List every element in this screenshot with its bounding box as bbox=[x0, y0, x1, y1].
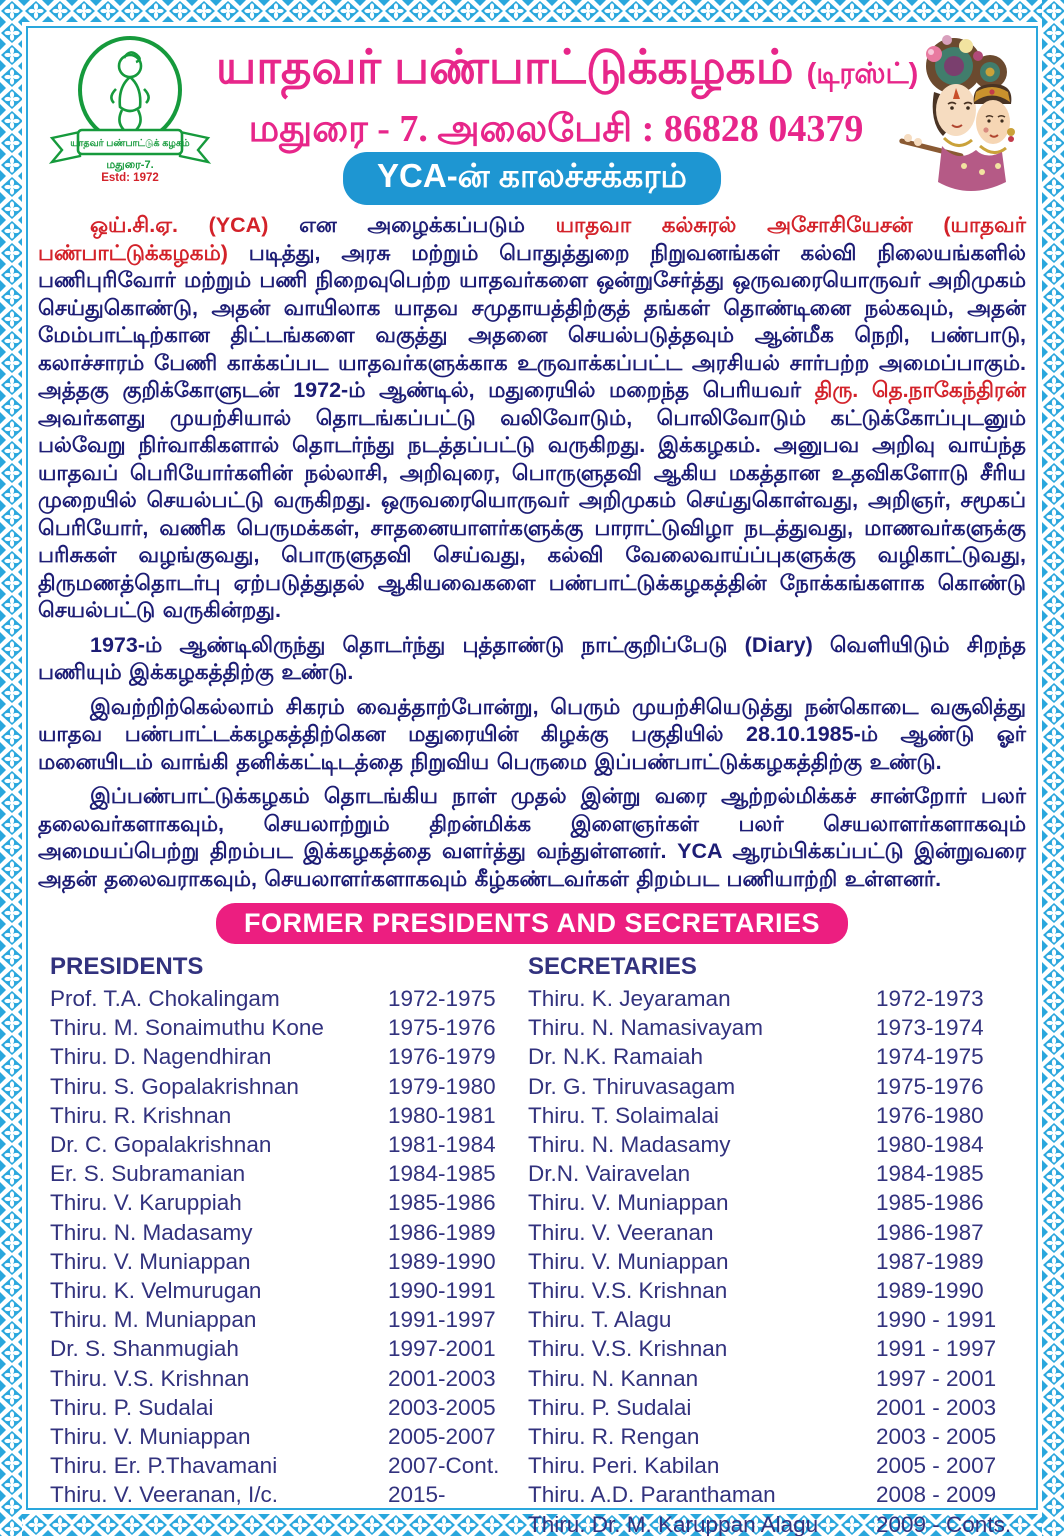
paragraph-4: இப்பண்பாட்டுக்கழகம் தொடங்கிய நாள் முதல் இன்று வரை ஆற்றல்மிக்கச் சான்றோர் பலர் தலைவர்களாகவும், செயலாற்றும் திறன்மிக்க இளைஞர்கள் பலர் செயலாளர்களாகவும் அமையப்பெற்று திறம்பட இக்கழகத்தை வளர்த்து வந்துள்ளனர். YCA ஆரம்பிக்கப்பட்டு இன்றுவரை அதன் தலைவராகவும், செயலாளர்களாகவும் கீழ்கண்டவர்கள் திறம்பட பணியாற்றி உள்ளனர். bbox=[38, 784, 1026, 891]
person-name: Thiru. V.S. Krishnan bbox=[50, 1365, 250, 1391]
term-years: 1984-1985 bbox=[388, 1161, 496, 1187]
term-years: 1986-1987 bbox=[876, 1219, 984, 1245]
secretary-row bbox=[528, 1159, 1026, 1188]
person-name: Thiru. V. Muniappan bbox=[528, 1190, 729, 1216]
person-name: Er. S. Subramanian bbox=[50, 1161, 246, 1187]
secretary-row bbox=[528, 1480, 1026, 1509]
term-years: 2003 - 2005 bbox=[876, 1424, 997, 1450]
logo-ribbon bbox=[52, 130, 208, 162]
person-name: Thiru. V. Veeranan bbox=[528, 1219, 714, 1245]
logo-city: மதுரை-7. bbox=[106, 159, 154, 171]
secretary-row bbox=[528, 1247, 1026, 1276]
person-name: Thiru. R. Krishnan bbox=[50, 1102, 232, 1128]
secretary-row bbox=[528, 1510, 1026, 1536]
term-years: 1985-1986 bbox=[876, 1190, 984, 1216]
term-years: 2009 - Conts. bbox=[876, 1511, 1012, 1536]
person-name: Thiru. Er. P.Thavamani bbox=[50, 1453, 278, 1479]
former-presidents-secretaries-banner: FORMER PRESIDENTS AND SECRETARIES bbox=[216, 903, 848, 944]
president-row bbox=[50, 1159, 510, 1188]
secretary-row bbox=[528, 1305, 1026, 1334]
term-years: 1981-1984 bbox=[388, 1132, 496, 1158]
yca-abbrev-red: ஒய்.சி.ஏ. (YCA) bbox=[90, 213, 269, 237]
krishna-face bbox=[933, 84, 976, 136]
term-years: 1975-1976 bbox=[388, 1015, 496, 1041]
term-years: 1997 - 2001 bbox=[876, 1365, 997, 1391]
secretary-row bbox=[528, 1188, 1026, 1217]
term-years: 2008 - 2009 bbox=[876, 1482, 997, 1508]
person-name: Thiru. M. Sonaimuthu Kone bbox=[50, 1015, 324, 1041]
person-name: Thiru. V. Muniappan bbox=[50, 1248, 251, 1274]
term-years: 1989-1990 bbox=[876, 1278, 984, 1304]
term-years: 1990-1991 bbox=[388, 1278, 496, 1304]
person-name: Thiru. N. Namasivayam bbox=[528, 1015, 764, 1041]
person-name: Dr. C. Gopalakrishnan bbox=[50, 1132, 272, 1158]
krishna-line-art bbox=[111, 52, 148, 133]
term-years: 1985-1986 bbox=[388, 1190, 496, 1216]
term-years: 1976-1979 bbox=[388, 1044, 496, 1070]
person-name: Thiru. V.S. Krishnan bbox=[528, 1278, 728, 1304]
office-bearers-lists bbox=[38, 952, 1026, 1536]
person-name: Thiru. K. Velmurugan bbox=[50, 1278, 262, 1304]
secretary-row bbox=[528, 1130, 1026, 1159]
term-years: 2003-2005 bbox=[388, 1394, 496, 1420]
radha-krishna-image bbox=[898, 26, 1032, 212]
president-row bbox=[50, 1305, 510, 1334]
term-years: 1979-1980 bbox=[388, 1073, 496, 1099]
term-years: 2015- bbox=[388, 1482, 446, 1508]
para1-segment: அவர்களது முயற்சியால் தொடங்கப்பட்டு வலிவோடும், பொலிவோடும் கட்டுக்கோப்புடனும் பல்வேறு நிர்வாகிகளால் தொடர்ந்து நடத்தப்பட்டு வருகிறது. இக்கழகம். அனுபவ அறிவு வாய்ந்த யாதவப் பெரியோர்களின் நல்லாசி, அறிவுரை, பொருளுதவி ஆகிய மகத்தான உதவிகளோடு சீரிய முறையில் செயல்பட்டு வருகிறது. ஒருவரையொருவர் அறிமுகம் செய்துகொள்வது, அறிஞர், சமூகப் பெரியோர், வணிக பெருமக்கள், சாதனையாளர்களுக்கு பாராட்டுவிழா நடத்துவது, மாணவர்களுக்கு பரிசுகள் வழங்குவது, பொருளுதவி செய்வது, கல்வி வேலைவாய்ப்புகளுக்கு வழிகாட்டுவது, திருமணத்தொடர்பு ஏற்படுத்துதல் ஆகியவைகளை பண்பாட்டுக்கழகத்தின் நோக்கங்களாக கொண்டு செயல்பட்டு வருகின்றது. bbox=[38, 405, 1026, 622]
president-row bbox=[50, 1334, 510, 1363]
person-name: Thiru. S. Gopalakrishnan bbox=[50, 1073, 299, 1099]
president-row bbox=[50, 1276, 510, 1305]
president-row bbox=[50, 1042, 510, 1071]
term-years: 1975-1976 bbox=[876, 1073, 984, 1099]
president-row bbox=[50, 1101, 510, 1130]
president-row bbox=[50, 1247, 510, 1276]
secretary-row bbox=[528, 1393, 1026, 1422]
term-years: 1997-2001 bbox=[388, 1336, 496, 1362]
secretary-row bbox=[528, 1218, 1026, 1247]
border-pattern-right bbox=[1042, 0, 1064, 1536]
border-pattern-left bbox=[0, 0, 22, 1536]
person-name: Thiru. V. Karuppiah bbox=[50, 1190, 242, 1216]
secretary-row bbox=[528, 1276, 1026, 1305]
term-years: 1972-1975 bbox=[388, 986, 496, 1011]
term-years: 2001 - 2003 bbox=[876, 1394, 997, 1420]
term-years: 1991-1997 bbox=[388, 1307, 496, 1333]
term-years: 1984-1985 bbox=[876, 1161, 984, 1187]
secretary-row bbox=[528, 1451, 1026, 1480]
secretary-row bbox=[528, 1042, 1026, 1071]
person-name: Thiru. V. Veeranan, I/c. bbox=[50, 1482, 279, 1508]
president-row bbox=[50, 1393, 510, 1422]
yca-kaalachakkaram-banner: YCA-ன் காலச்சக்கரம் bbox=[343, 152, 721, 205]
person-name: Dr. N.K. Ramaiah bbox=[528, 1044, 704, 1070]
person-name: Thiru. K. Jeyaraman bbox=[528, 986, 731, 1011]
border-pattern-top bbox=[0, 0, 1064, 22]
presidents-column bbox=[38, 952, 510, 1536]
secretary-row bbox=[528, 1364, 1026, 1393]
president-row bbox=[50, 1130, 510, 1159]
person-name: Thiru. P. Sudalai bbox=[50, 1394, 214, 1420]
secretary-row bbox=[528, 1013, 1026, 1042]
person-name: Thiru. N. Madasamy bbox=[50, 1219, 253, 1245]
president-row bbox=[50, 1422, 510, 1451]
secretary-row bbox=[528, 1101, 1026, 1130]
logo-ribbon-text: யாதவர் பண்பாட்டுக் கழகம் bbox=[70, 138, 190, 149]
president-row bbox=[50, 984, 510, 1013]
term-years: 1980-1981 bbox=[388, 1102, 496, 1128]
secretaries-rows bbox=[528, 984, 1026, 1536]
person-name: Thiru. V. Muniappan bbox=[50, 1424, 251, 1450]
term-years: 1974-1975 bbox=[876, 1044, 984, 1070]
term-years: 1972-1973 bbox=[876, 986, 984, 1011]
person-name: Dr.N. Vairavelan bbox=[528, 1161, 691, 1187]
person-name: Prof. T.A. Chokalingam bbox=[50, 986, 280, 1011]
person-name: Dr. G. Thiruvasagam bbox=[528, 1073, 736, 1099]
person-name: Thiru. T. Alagu bbox=[528, 1307, 672, 1333]
person-name: Thiru. D. Nagendhiran bbox=[50, 1044, 272, 1070]
para1-segment: படித்து, அரசு மற்றும் பொதுத்துறை நிறுவனங்கள் கல்வி நிலையங்களில் பணிபுரிவோர் மற்றும் பணி நிறைவுபெற்ற யாதவர்களை ஒன்றுசேர்த்து ஒருவரையொருவர் அறிமுகம் செய்துகொண்டு, அதன் வாயிலாக யாதவ சமுதாயத்திற்குத் தங்கள் தொண்டினை நல்கவும், அதன் மேம்பாட்டிற்கான திட்டங்களை வகுத்து அதனை செயல்படுத்தவும் ஆன்மீக நெறி, பண்பாடு, கலாச்சாரம் பேணி காக்கப்பட யாதவர்களுக்காக உருவாக்கப்பட்ட அரசியல் சார்பற்ற அமைப்பாகும். அத்தகு குறிக்கோளுடன் 1972-ம் ஆண்டில், மதுரையில் மறைந்த பெரியவர் bbox=[38, 240, 1026, 402]
term-years: 1987-1989 bbox=[876, 1248, 984, 1274]
president-row bbox=[50, 1188, 510, 1217]
person-name: Dr. S. Shanmugiah bbox=[50, 1336, 239, 1362]
term-years: 1976-1980 bbox=[876, 1102, 984, 1128]
association-logo bbox=[44, 34, 216, 184]
president-row bbox=[50, 1218, 510, 1247]
president-row bbox=[50, 1013, 510, 1042]
term-years: 2001-2003 bbox=[388, 1365, 496, 1391]
term-years: 1989-1990 bbox=[388, 1248, 496, 1274]
person-name: Thiru. R. Rengan bbox=[528, 1424, 700, 1450]
term-years: 1991 - 1997 bbox=[876, 1336, 997, 1362]
person-name: Thiru. V. Muniappan bbox=[528, 1248, 729, 1274]
ornaments bbox=[938, 138, 1006, 191]
term-years: 1990 - 1991 bbox=[876, 1307, 997, 1333]
president-row bbox=[50, 1072, 510, 1101]
paragraph-3: இவற்றிற்கெல்லாம் சிகரம் வைத்தாற்போன்று, பெரும் முயற்சியெடுத்து நன்கொடை வசூலித்து யாதவ பண்பாட்டக்கழகத்திற்கென மதுரையின் கிழக்கு பகுதியில் 28.10.1985-ம் ஆண்டு ஓர் மனையிடம் வாங்கி தனிக்கட்டிடத்தை நிறுவிய பெருமை இப்பண்பாட்டுக்கழகத்திற்கு உண்டு. bbox=[38, 694, 1026, 774]
person-name: Thiru. A.D. Paranthaman bbox=[528, 1482, 776, 1508]
section-banner-wrap bbox=[38, 903, 1026, 944]
body-text bbox=[38, 212, 1026, 893]
person-name: Thiru. N. Kannan bbox=[528, 1365, 699, 1391]
president-row bbox=[50, 1451, 510, 1480]
person-name: Thiru. V.S. Krishnan bbox=[528, 1336, 728, 1362]
term-years: 1973-1974 bbox=[876, 1015, 984, 1041]
header bbox=[38, 32, 1026, 210]
presidents-heading: PRESIDENTS bbox=[50, 953, 204, 980]
secretaries-column bbox=[510, 952, 1026, 1536]
president-row bbox=[50, 1364, 510, 1393]
secretary-row bbox=[528, 1422, 1026, 1451]
page-title bbox=[216, 40, 919, 101]
term-years: 2005 - 2007 bbox=[876, 1453, 997, 1479]
paragraph-1 bbox=[38, 212, 1026, 625]
term-years: 1986-1989 bbox=[388, 1219, 496, 1245]
president-row bbox=[50, 1480, 510, 1509]
person-name: Thiru. T. Solaimalai bbox=[528, 1102, 719, 1128]
term-years: 1980-1984 bbox=[876, 1132, 984, 1158]
secretary-row bbox=[528, 984, 1026, 1013]
header-titles bbox=[216, 40, 919, 156]
content-area bbox=[38, 32, 1026, 1536]
term-years: 2005-2007 bbox=[388, 1424, 496, 1450]
secretary-row bbox=[528, 1072, 1026, 1101]
person-name: Thiru. P. Sudalai bbox=[528, 1394, 692, 1420]
paragraph-2: 1973-ம் ஆண்டிலிருந்து தொடர்ந்து புத்தாண்டு நாட்குறிப்பேடு (Diary) வெளியிடும் சிறந்த பணியும் இக்கழகத்திற்கு உண்டு. bbox=[38, 632, 1026, 684]
term-years: 2007-Cont. bbox=[388, 1453, 500, 1479]
association-name-red: யாதவா கல்சுரல் அசோசியேசன் (யாதவர் பண்பாட்டுக்கழகம்) bbox=[38, 213, 1026, 265]
secretary-row bbox=[528, 1334, 1026, 1363]
radha-face bbox=[974, 84, 1015, 144]
title-main-text: யாதவர் பண்பாட்டுக்கழகம் bbox=[216, 40, 794, 93]
person-name: Thiru. Dr. M. Karuppan Alagu bbox=[528, 1511, 819, 1536]
logo-estd: Estd: 1972 bbox=[101, 172, 159, 184]
secretaries-heading: SECRETARIES bbox=[528, 953, 697, 980]
title-trust-text: (டிரஸ்ட்) bbox=[806, 58, 919, 90]
person-name: Thiru. N. Madasamy bbox=[528, 1132, 731, 1158]
person-name: Thiru. M. Muniappan bbox=[50, 1307, 257, 1333]
para1-segment: என அழைக்கப்படும் bbox=[299, 213, 525, 237]
founder-name-red: திரு. தெ.நாகேந்திரன் bbox=[814, 378, 1026, 402]
address-phone-line: மதுரை - 7. அலைபேசி : 86828 04379 bbox=[248, 108, 864, 150]
person-name: Thiru. Peri. Kabilan bbox=[528, 1453, 720, 1479]
presidents-rows bbox=[50, 984, 510, 1510]
